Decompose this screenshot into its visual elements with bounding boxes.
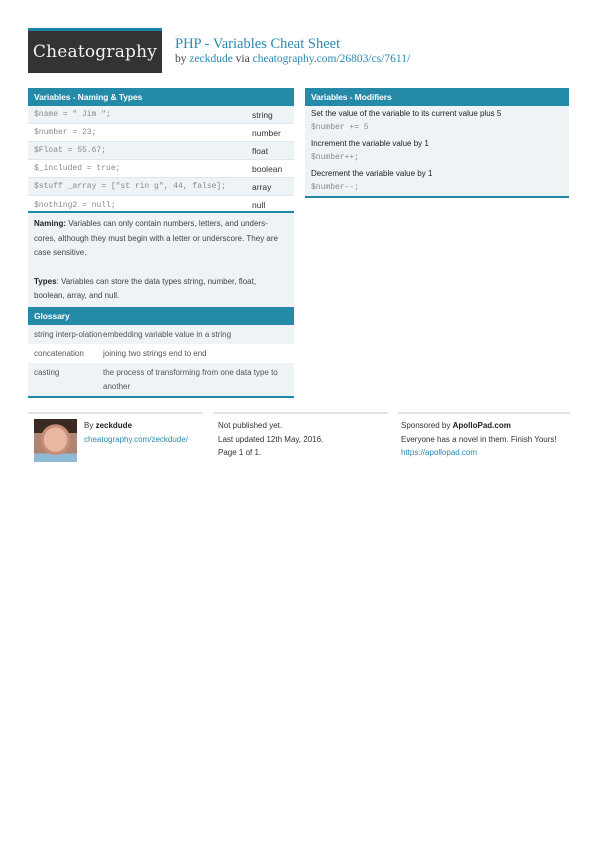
modifier-code: $number++; [311, 153, 360, 162]
author-link[interactable]: zeckdude [189, 53, 233, 65]
via-text: via [232, 53, 253, 65]
section-header: Variables - Naming & Types [28, 88, 294, 106]
modifier-code: $number--; [311, 183, 360, 192]
cheatography-logo[interactable] [28, 28, 162, 73]
types-label: Types [34, 276, 57, 286]
table-row [28, 178, 294, 196]
type-cell: null [252, 200, 266, 210]
naming-text: Variables can only contain numbers, letters, and unders-cores, although they must begin with a letter or underscore. They are case sensitive. [34, 219, 278, 257]
footer-meta [218, 419, 323, 460]
glossary-row [28, 325, 294, 344]
table-row [28, 160, 294, 178]
table-row [28, 106, 294, 124]
type-cell: float [252, 145, 269, 156]
footer-divider [28, 412, 203, 414]
page-count: Page 1 of 1. [218, 448, 262, 457]
footer-divider [398, 412, 570, 414]
naming-types-notes [28, 211, 294, 310]
table-row [28, 142, 294, 160]
code-cell: $number = 23; [34, 128, 97, 137]
type-cell: array [252, 181, 272, 192]
sponsor-name: ApolloPad.com [452, 421, 511, 430]
naming-types-section [28, 88, 294, 216]
glossary-term: concatenation [34, 349, 84, 358]
by-label: By [84, 421, 96, 430]
title-block [175, 36, 410, 65]
naming-label: Naming: [34, 219, 66, 228]
code-cell: $name = " Jim "; [34, 110, 111, 119]
type-cell: boolean [252, 163, 283, 174]
glossary-definition: joining two strings end to end [103, 349, 207, 358]
author-name: zeckdude [95, 421, 133, 430]
code-cell: $_included = true; [34, 164, 121, 173]
published-status: Not published yet. [218, 421, 283, 430]
modifiers-section [305, 88, 569, 198]
byline [175, 53, 410, 65]
footer-author [84, 419, 188, 446]
modifier-code: $number += 5 [311, 123, 369, 132]
code-cell: $stuff _array = ["st rin g", 44, false]; [34, 182, 227, 191]
logo-text: Cheatography [32, 42, 158, 62]
footer-sponsor [401, 419, 561, 460]
sponsor-prefix: Sponsored by [401, 421, 453, 430]
types-note [34, 275, 288, 304]
author-avatar [34, 419, 77, 462]
section-header: Glossary [28, 307, 294, 325]
author-profile-link[interactable]: cheatography.com/zeckdude/ [84, 434, 188, 444]
glossary-definition: the process of transforming from one data type to another [103, 368, 278, 391]
footer-divider [213, 412, 388, 414]
spacer [34, 261, 288, 275]
last-updated: Last updated 12th May, 2016. [218, 434, 324, 444]
sponsor-line [401, 419, 561, 433]
modifier-description: Decrement the variable value by 1 [311, 169, 433, 178]
glossary-definition: embedding variable value in a string [103, 330, 232, 339]
glossary-term: string interp-olation [34, 330, 103, 339]
glossary-row [28, 363, 294, 396]
table-row [28, 124, 294, 142]
by-prefix: by [175, 53, 190, 65]
sponsor-text: Everyone has a novel in them. Finish Yours! [401, 434, 557, 444]
type-cell: string [252, 109, 273, 120]
page-title: PHP - Variables Cheat Sheet [175, 36, 341, 52]
modifier-description: Set the value of the variable to its current value plus 5 [311, 109, 502, 118]
section-header: Variables - Modifiers [305, 88, 569, 106]
type-cell: number [252, 127, 281, 138]
glossary-term: casting [34, 368, 60, 377]
author-line [84, 419, 188, 433]
glossary-section [28, 307, 294, 398]
sponsor-link[interactable]: https://apollopad.com [401, 448, 478, 457]
code-cell: $Float = 55.67; [34, 146, 107, 155]
modifier-description: Increment the variable value by 1 [311, 139, 429, 148]
code-cell: $nothing2 = null; [34, 200, 116, 210]
types-text: : Variables can store the data types string, number, float, boolean, array, and null. [34, 276, 257, 300]
naming-note [34, 217, 288, 261]
glossary-row [28, 344, 294, 363]
sheet-url-link[interactable]: cheatography.com/26803/cs/7611/ [252, 53, 411, 65]
